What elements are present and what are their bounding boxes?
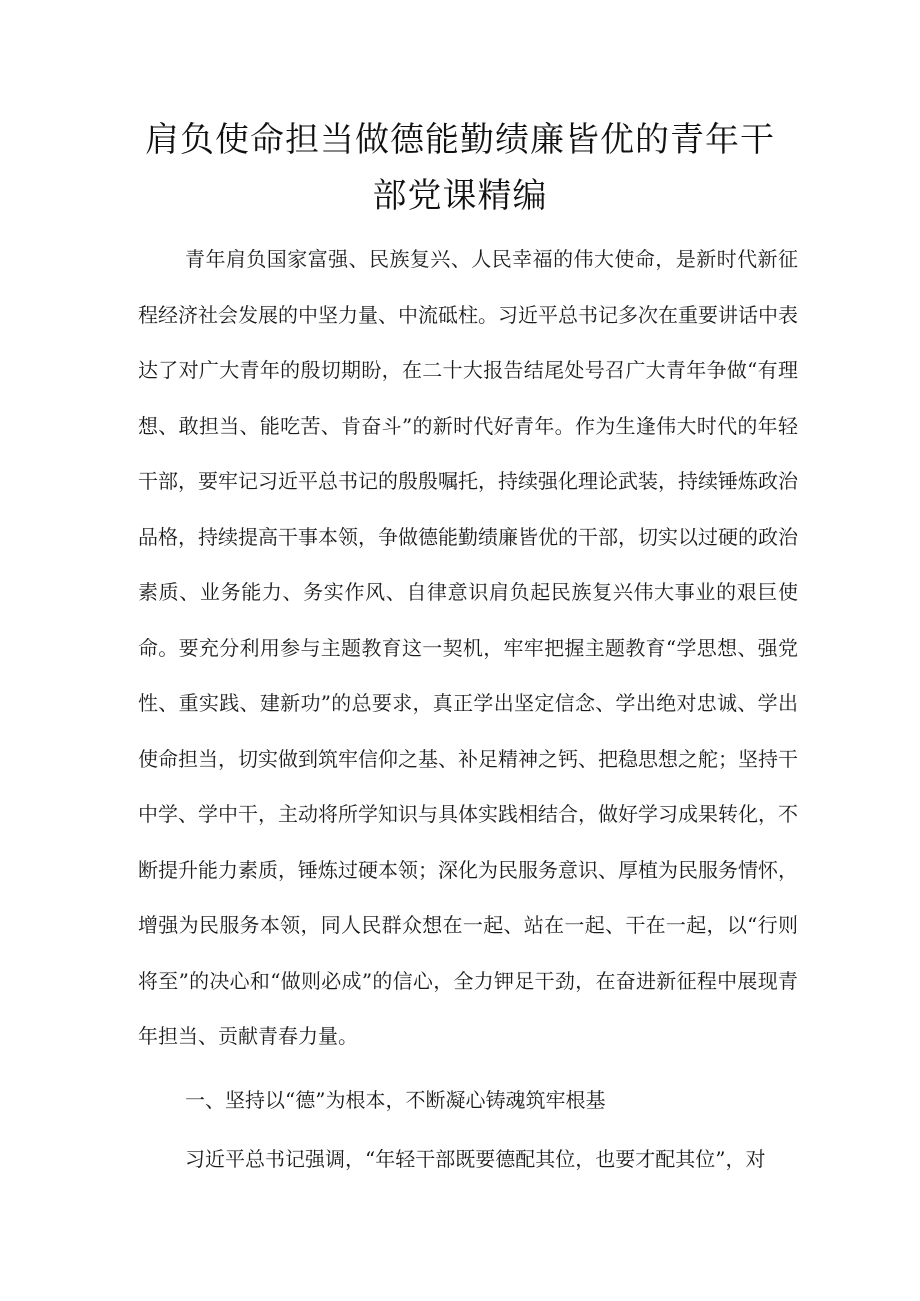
section-heading: 一、坚持以“德”为根本，不断凝心铸魂筑牢根基 [185, 1087, 606, 1112]
section-paragraph: 习近平总书记强调，“年轻干部既要德配其位，也要才配其位”，对 [185, 1147, 766, 1171]
document-body [138, 232, 798, 1188]
document-title-line-1: 肩负使命担当做德能勤绩廉皆优的青年干 [145, 120, 775, 160]
document-title-line-2: 部党课精编 [372, 176, 548, 216]
intro-paragraph: 青年肩负国家富强、民族复兴、人民幸福的伟大使命，是新时代新征程经济社会发展的中坚力量、中流砥柱。习近平总书记多次在重要讲话中表达了对广大青年的殷切期盼，在二十大报告结尾处号召广大青年争做“有理想、敢担当、能吃苦、肯奋斗”的新时代好青年。作为生逢伟大时代的年轻干部，要牢记习近平总书记的殷殷嘱托，持续强化理论武装，持续锤炼政治品格，持续提高干事本领，争做德能勤绩廉皆优的干部，切实以过硬的政治素质、业务能力、务实作风、自律意识肩负起民族复兴伟大事业的艰巨使命。要充分利用参与主题教育这一契机，牢牢把握主题教育“学思想、强党性、重实践、建新功”的总要求，真正学出坚定信念、学出绝对忠诚、学出使命担当，切实做到筑牢信仰之基、补足精神之钙、把稳思想之舵；坚持干中学、学中干，主动将所学知识与具体实践相结合，做好学习成果转化，不断提升能力素质，锤炼过硬本领；深化为民服务意识、厚植为民服务情怀，增强为民服务本领，同人民群众想在一起、站在一起、干在一起，以“行则将至”的决心和“做则必成”的信心，全力钾足干劲，在奋进新征程中展现青年担当、贡献青春力量。 [138, 247, 798, 1048]
